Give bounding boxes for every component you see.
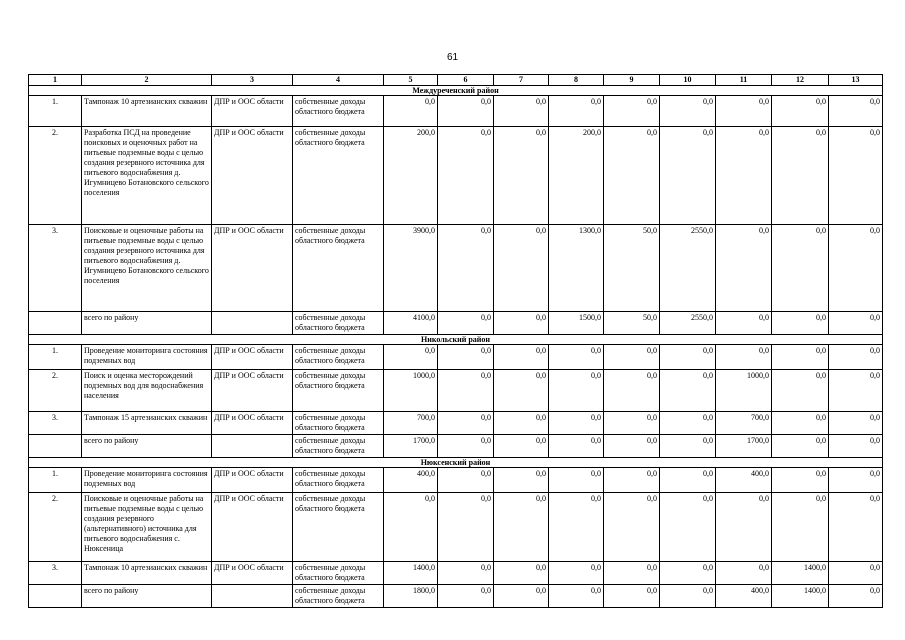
funding-source: собственные доходы областного бюджета: [293, 345, 384, 370]
funding-source: собственные доходы областного бюджета: [293, 127, 384, 225]
value-cell: 0,0: [660, 96, 716, 127]
value-cell: 0,0: [772, 493, 829, 562]
value-cell: 0,0: [660, 127, 716, 225]
column-header: 10: [660, 75, 716, 86]
funding-source: собственные доходы областного бюджета: [293, 370, 384, 412]
executor: ДПР и ООС области: [212, 562, 293, 585]
table-row: [29, 412, 883, 435]
value-cell: 0,0: [438, 225, 494, 312]
executor: ДПР и ООС области: [212, 96, 293, 127]
table-row: [29, 562, 883, 585]
value-cell: 1700,0: [716, 435, 772, 458]
funding-source: собственные доходы областного бюджета: [293, 412, 384, 435]
value-cell: 0,0: [829, 468, 883, 493]
section-row: [29, 458, 883, 468]
column-header: 6: [438, 75, 494, 86]
value-cell: 0,0: [604, 468, 660, 493]
value-cell: 0,0: [829, 345, 883, 370]
value-cell: 0,0: [604, 96, 660, 127]
value-cell: 0,0: [660, 435, 716, 458]
value-cell: 0,0: [494, 96, 549, 127]
funding-source: собственные доходы областного бюджета: [293, 312, 384, 335]
row-number: 2.: [29, 370, 82, 412]
value-cell: 2550,0: [660, 312, 716, 335]
funding-source: собственные доходы областного бюджета: [293, 96, 384, 127]
value-cell: 1000,0: [716, 370, 772, 412]
value-cell: 0,0: [716, 562, 772, 585]
funding-source: собственные доходы областного бюджета: [293, 585, 384, 608]
value-cell: 0,0: [660, 412, 716, 435]
value-cell: 0,0: [716, 127, 772, 225]
value-cell: 0,0: [716, 96, 772, 127]
value-cell: 0,0: [716, 225, 772, 312]
column-header: 8: [549, 75, 604, 86]
value-cell: 0,0: [549, 435, 604, 458]
value-cell: 0,0: [660, 562, 716, 585]
value-cell: 1300,0: [549, 225, 604, 312]
value-cell: 0,0: [438, 127, 494, 225]
activity-name: Тампонаж 10 артезианских скважин: [82, 96, 212, 127]
executor: ДПР и ООС области: [212, 225, 293, 312]
value-cell: 0,0: [494, 345, 549, 370]
value-cell: 0,0: [772, 412, 829, 435]
value-cell: 400,0: [716, 468, 772, 493]
value-cell: 0,0: [829, 412, 883, 435]
row-number: 1.: [29, 345, 82, 370]
value-cell: 0,0: [384, 345, 438, 370]
row-number: 1.: [29, 468, 82, 493]
section-title: Нюксенский район: [29, 458, 883, 468]
table-row: [29, 370, 883, 412]
column-header: 11: [716, 75, 772, 86]
value-cell: 0,0: [829, 370, 883, 412]
value-cell: 0,0: [438, 96, 494, 127]
value-cell: 0,0: [604, 412, 660, 435]
value-cell: 0,0: [829, 493, 883, 562]
value-cell: 1400,0: [772, 562, 829, 585]
value-cell: 0,0: [716, 493, 772, 562]
value-cell: 0,0: [604, 493, 660, 562]
value-cell: 0,0: [829, 585, 883, 608]
value-cell: 0,0: [494, 585, 549, 608]
table-row: [29, 468, 883, 493]
value-cell: 200,0: [384, 127, 438, 225]
value-cell: 0,0: [604, 127, 660, 225]
column-header: 3: [212, 75, 293, 86]
value-cell: 0,0: [494, 312, 549, 335]
section-row: [29, 86, 883, 96]
value-cell: 0,0: [494, 468, 549, 493]
value-cell: 0,0: [384, 96, 438, 127]
funding-source: собственные доходы областного бюджета: [293, 562, 384, 585]
value-cell: 0,0: [549, 562, 604, 585]
value-cell: 0,0: [660, 345, 716, 370]
activity-name: всего по району: [82, 585, 212, 608]
activity-name: Проведение мониторинга состояния подземных вод: [82, 345, 212, 370]
value-cell: 2550,0: [660, 225, 716, 312]
funding-source: собственные доходы областного бюджета: [293, 435, 384, 458]
value-cell: 0,0: [660, 370, 716, 412]
value-cell: 0,0: [772, 312, 829, 335]
table-row: [29, 127, 883, 225]
value-cell: 400,0: [384, 468, 438, 493]
value-cell: 0,0: [660, 493, 716, 562]
activity-name: Тампонаж 10 артезианских скважин: [82, 562, 212, 585]
funding-source: собственные доходы областного бюджета: [293, 493, 384, 562]
value-cell: 1800,0: [384, 585, 438, 608]
table-row: [29, 312, 883, 335]
value-cell: 400,0: [716, 585, 772, 608]
activity-name: всего по району: [82, 435, 212, 458]
value-cell: 0,0: [549, 96, 604, 127]
value-cell: 0,0: [829, 435, 883, 458]
value-cell: 1400,0: [772, 585, 829, 608]
value-cell: 0,0: [604, 345, 660, 370]
table-row: [29, 435, 883, 458]
value-cell: 0,0: [494, 562, 549, 585]
value-cell: 0,0: [829, 96, 883, 127]
activity-name: Поиск и оценка месторождений подземных вод для водоснабжения населения: [82, 370, 212, 412]
activity-name: Тампонаж 15 артезианских скважин: [82, 412, 212, 435]
value-cell: 0,0: [772, 468, 829, 493]
column-header: 7: [494, 75, 549, 86]
row-number: [29, 312, 82, 335]
value-cell: 0,0: [829, 225, 883, 312]
value-cell: 0,0: [549, 585, 604, 608]
budget-table: [28, 74, 883, 608]
section-row: [29, 335, 883, 345]
activity-name: всего по району: [82, 312, 212, 335]
value-cell: 0,0: [384, 493, 438, 562]
value-cell: 0,0: [438, 435, 494, 458]
value-cell: 1400,0: [384, 562, 438, 585]
value-cell: 0,0: [604, 562, 660, 585]
value-cell: 0,0: [772, 370, 829, 412]
value-cell: 0,0: [829, 127, 883, 225]
value-cell: 0,0: [549, 370, 604, 412]
value-cell: 0,0: [604, 585, 660, 608]
value-cell: 0,0: [772, 127, 829, 225]
value-cell: 4100,0: [384, 312, 438, 335]
value-cell: 0,0: [549, 345, 604, 370]
column-header: 4: [293, 75, 384, 86]
value-cell: 3900,0: [384, 225, 438, 312]
row-number: 3.: [29, 412, 82, 435]
value-cell: 700,0: [716, 412, 772, 435]
executor: [212, 585, 293, 608]
row-number: 2.: [29, 493, 82, 562]
value-cell: 0,0: [716, 345, 772, 370]
executor: ДПР и ООС области: [212, 127, 293, 225]
value-cell: 0,0: [494, 435, 549, 458]
row-number: 1.: [29, 96, 82, 127]
value-cell: 0,0: [438, 562, 494, 585]
executor: [212, 312, 293, 335]
value-cell: 0,0: [772, 96, 829, 127]
value-cell: 0,0: [772, 225, 829, 312]
value-cell: 0,0: [604, 435, 660, 458]
value-cell: 0,0: [438, 585, 494, 608]
value-cell: 0,0: [829, 562, 883, 585]
executor: ДПР и ООС области: [212, 412, 293, 435]
table-body: [29, 86, 883, 608]
header-row: [29, 75, 883, 86]
activity-name: Поисковые и оценочные работы на питьевые подземные воды с целью создания резервного (альтернативного) источника для питьевого водоснабжения с. Нюксеница: [82, 493, 212, 562]
value-cell: 0,0: [549, 493, 604, 562]
value-cell: 0,0: [549, 412, 604, 435]
table-row: [29, 585, 883, 608]
value-cell: 700,0: [384, 412, 438, 435]
value-cell: 1500,0: [549, 312, 604, 335]
value-cell: 0,0: [438, 345, 494, 370]
value-cell: 0,0: [716, 312, 772, 335]
funding-source: собственные доходы областного бюджета: [293, 225, 384, 312]
value-cell: 0,0: [494, 412, 549, 435]
column-header: 12: [772, 75, 829, 86]
table-row: [29, 225, 883, 312]
value-cell: 0,0: [772, 435, 829, 458]
row-number: [29, 585, 82, 608]
value-cell: 0,0: [438, 412, 494, 435]
table-row: [29, 345, 883, 370]
row-number: 3.: [29, 225, 82, 312]
executor: [212, 435, 293, 458]
value-cell: 0,0: [660, 468, 716, 493]
executor: ДПР и ООС области: [212, 468, 293, 493]
row-number: 2.: [29, 127, 82, 225]
table-row: [29, 96, 883, 127]
funding-source: собственные доходы областного бюджета: [293, 468, 384, 493]
activity-name: Поисковые и оценочные работы на питьевые подземные воды с целью создания резервного источника для питьевого водоснабжения д. Игумницево Ботановского сельского поселения: [82, 225, 212, 312]
section-title: Междуреченский район: [29, 86, 883, 96]
value-cell: 0,0: [772, 345, 829, 370]
column-header: 1: [29, 75, 82, 86]
value-cell: 50,0: [604, 225, 660, 312]
value-cell: 0,0: [438, 370, 494, 412]
value-cell: 0,0: [494, 127, 549, 225]
page-number: 61: [446, 52, 459, 63]
value-cell: 1000,0: [384, 370, 438, 412]
column-header: 5: [384, 75, 438, 86]
value-cell: 0,0: [829, 312, 883, 335]
value-cell: 1700,0: [384, 435, 438, 458]
column-header: 2: [82, 75, 212, 86]
value-cell: 50,0: [604, 312, 660, 335]
value-cell: 0,0: [604, 370, 660, 412]
section-title: Никольский район: [29, 335, 883, 345]
value-cell: 0,0: [494, 493, 549, 562]
table-row: [29, 493, 883, 562]
executor: ДПР и ООС области: [212, 493, 293, 562]
executor: ДПР и ООС области: [212, 370, 293, 412]
column-header: 13: [829, 75, 883, 86]
executor: ДПР и ООС области: [212, 345, 293, 370]
row-number: [29, 435, 82, 458]
row-number: 3.: [29, 562, 82, 585]
activity-name: Проведение мониторинга состояния подземных вод: [82, 468, 212, 493]
value-cell: 0,0: [438, 468, 494, 493]
value-cell: 0,0: [494, 225, 549, 312]
value-cell: 0,0: [438, 312, 494, 335]
value-cell: 0,0: [494, 370, 549, 412]
value-cell: 200,0: [549, 127, 604, 225]
activity-name: Разработка ПСД на проведение поисковых и оценочных работ на питьевые подземные воды с целью создания резервного источника для питьевого водоснабжения д. Игумницево Ботановского сельского поселения: [82, 127, 212, 225]
value-cell: 0,0: [549, 468, 604, 493]
value-cell: 0,0: [660, 585, 716, 608]
value-cell: 0,0: [438, 493, 494, 562]
column-header: 9: [604, 75, 660, 86]
